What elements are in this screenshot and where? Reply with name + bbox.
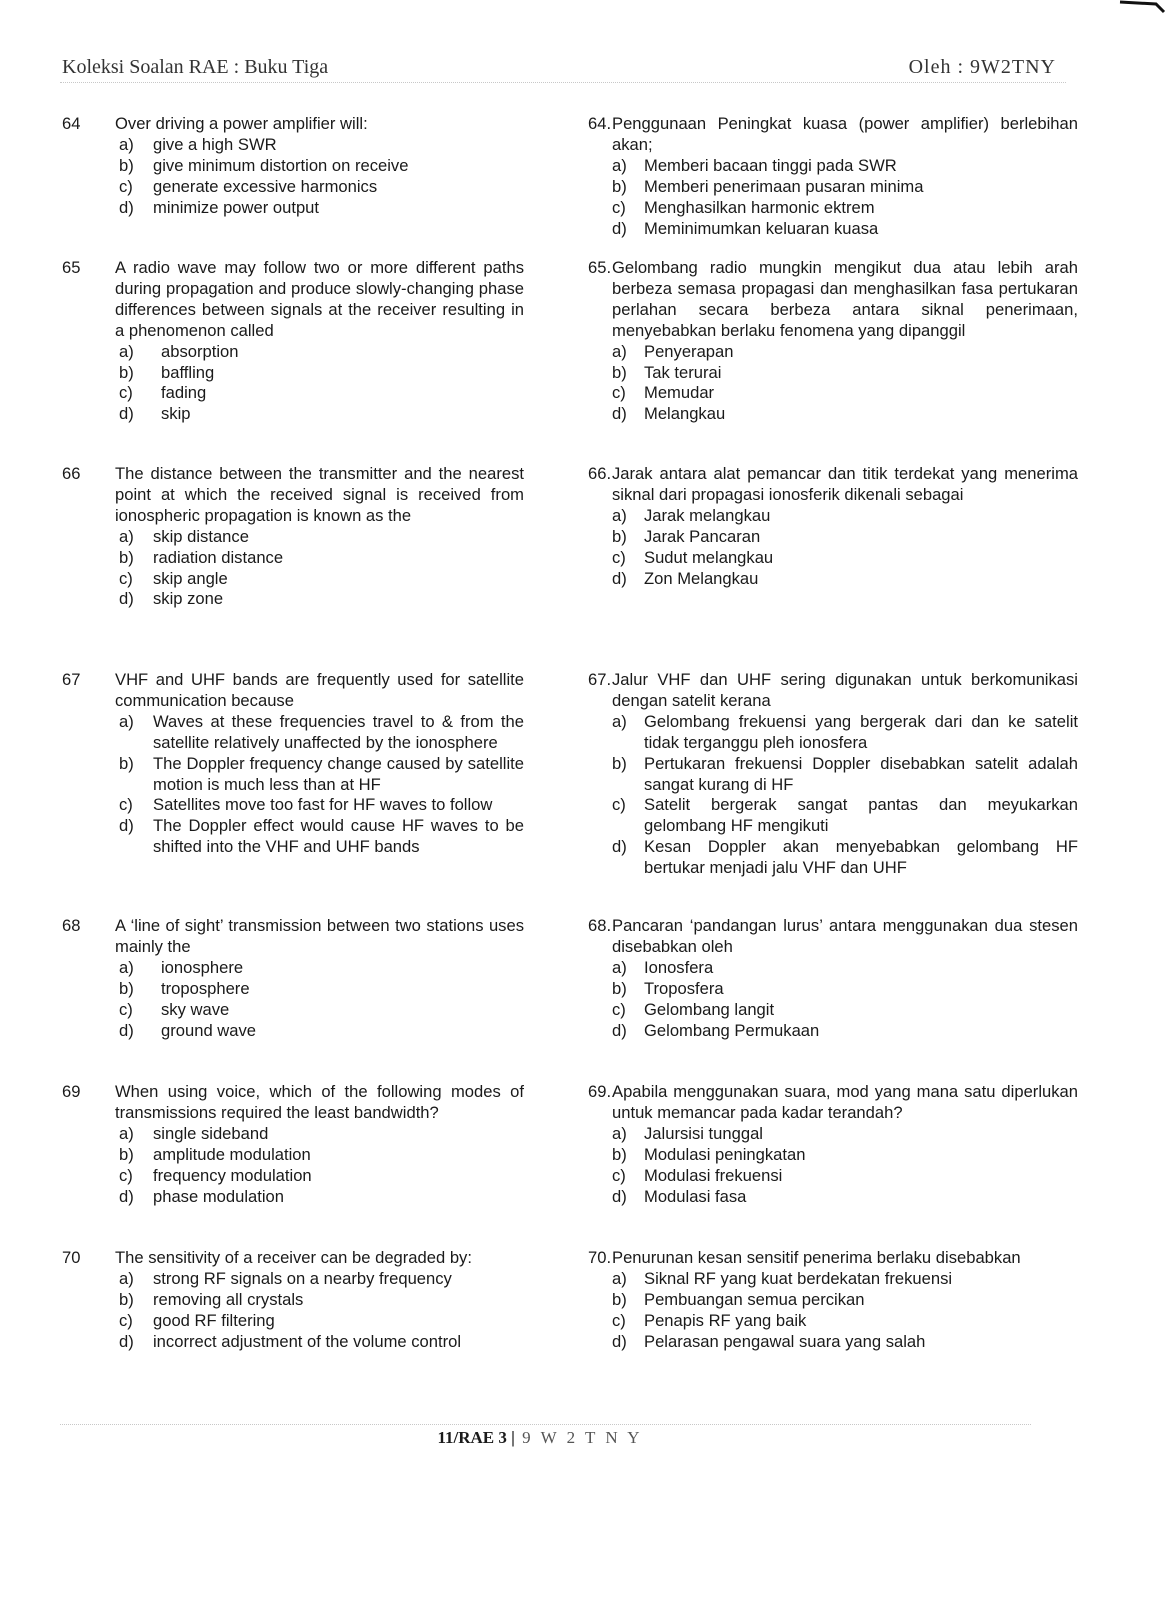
footer-callsign: 9 W 2 T N Y [514, 1428, 643, 1447]
option: b) Jarak Pancaran [612, 526, 761, 546]
option: c) Satelit bergerak sangat pantas dan meyukarkan gelombang HF mengikuti [612, 795, 1078, 836]
question-my [588, 464, 1078, 589]
option: c) good RF filtering [119, 1310, 275, 1330]
option: b) baffling [119, 362, 215, 382]
options-list [588, 1124, 1078, 1208]
option: b) Modulasi peningkatan [612, 1144, 806, 1164]
footer-divider [60, 1424, 1031, 1425]
option: c) Penapis RF yang baik [612, 1310, 807, 1330]
option: c) frequency modulation [119, 1165, 312, 1185]
option: c) fading [119, 383, 207, 403]
option: a) Gelombang frekuensi yang bergerak dari dan ke satelit tidak terganggu pleh ionosfera [612, 711, 1078, 752]
options-list [588, 156, 1078, 240]
question-stem: Penggunaan Peningkat kuasa (power amplifier) berlebihan akan; [612, 114, 1078, 154]
option: d) Gelombang Permukaan [612, 1020, 820, 1040]
question-stem: VHF and UHF bands are frequently used for satellite communication because [115, 670, 524, 710]
option: c) Modulasi frekuensi [612, 1165, 783, 1185]
question-number: 70 [62, 1248, 81, 1267]
option: a) give a high SWR [119, 134, 277, 154]
question-number: 68 [62, 916, 81, 935]
question-en [62, 1248, 524, 1353]
option: c) Sudut melangkau [612, 547, 774, 567]
option: c) Memudar [612, 383, 715, 403]
options-list [588, 712, 1078, 879]
question-stem: Over driving a power amplifier will: [115, 114, 368, 133]
option: b) radiation distance [119, 547, 284, 567]
option: a) single sideband [119, 1123, 269, 1143]
options-list [62, 1269, 524, 1353]
question-number: 67 [62, 670, 81, 689]
option: b) Memberi penerimaan pusaran minima [612, 176, 924, 196]
header-divider [60, 82, 1066, 83]
option: c) Satellites move too fast for HF waves to follow [119, 795, 493, 815]
option: b) Troposfera [612, 978, 724, 998]
question-my [588, 1248, 1078, 1353]
option: b) Pembuangan semua percikan [612, 1289, 865, 1309]
question-en [62, 114, 524, 219]
option: c) skip angle [119, 568, 228, 588]
option: b) amplitude modulation [119, 1144, 311, 1164]
scan-corner-mark [1116, 0, 1166, 14]
page-footer [0, 1428, 1080, 1448]
question-number: 70. [588, 1248, 612, 1267]
question-en [62, 464, 524, 610]
question-number: 65. [588, 258, 612, 277]
option: a) absorption [119, 341, 239, 361]
option: d) skip zone [119, 589, 224, 609]
option: d) ground wave [119, 1020, 257, 1040]
option: d) Modulasi fasa [612, 1186, 747, 1206]
options-list [62, 527, 524, 611]
options-list [62, 342, 524, 426]
option: d) Zon Melangkau [612, 568, 759, 588]
header-title: Koleksi Soalan RAE : Buku Tiga [62, 56, 329, 78]
question-stem: Pancaran ‘pandangan lurus’ antara menggunakan dua stesen disebabkan oleh [612, 916, 1078, 956]
options-list [588, 1269, 1078, 1353]
header-author: Oleh : 9W2TNY [908, 56, 1056, 78]
question-my [588, 1082, 1078, 1207]
question-my [588, 916, 1078, 1041]
question-stem: Jarak antara alat pemancar dan titik terdekat yang menerima siknal dari propagasi ionosferik dikenali sebagai [612, 464, 1078, 504]
options-list [588, 342, 1078, 426]
option: b) The Doppler frequency change caused by satellite motion is much less than at HF [119, 753, 524, 794]
page-number: 11/RAE 3 | [437, 1428, 515, 1447]
option: c) sky wave [119, 999, 230, 1019]
question-stem: A radio wave may follow two or more different paths during propagation and produce slowly-changing phase differences between signals at the receiver resulting in a phenomenon called [115, 258, 524, 340]
option: c) Gelombang langit [612, 999, 775, 1019]
option: d) skip [119, 404, 191, 424]
question-number: 67. [588, 670, 612, 689]
option: b) Pertukaran frekuensi Doppler disebabkan satelit adalah sangat kurang di HF [612, 753, 1078, 794]
question-en [62, 258, 524, 425]
question-number: 64 [62, 114, 81, 133]
question-my [588, 670, 1078, 879]
question-stem: Penurunan kesan sensitif penerima berlaku disebabkan [612, 1248, 1021, 1267]
options-list [588, 506, 1078, 590]
option: a) Penyerapan [612, 341, 734, 361]
option: d) incorrect adjustment of the volume control [119, 1331, 462, 1351]
question-stem: Gelombang radio mungkin mengikut dua atau lebih arah berbeza semasa propagasi dan menghasilkan fasa pertukaran perlahan secara berbeza antara siknal penerimaan, menyebabkan berlaku fenomena yang dipanggil [612, 258, 1078, 340]
question-en [62, 1082, 524, 1207]
question-number: 66. [588, 464, 612, 483]
option: a) Jarak melangkau [612, 505, 771, 525]
question-number: 64. [588, 114, 612, 133]
question-stem: When using voice, which of the following modes of transmissions required the least bandwidth? [115, 1082, 524, 1122]
question-number: 65 [62, 258, 81, 277]
question-stem: Jalur VHF dan UHF sering digunakan untuk berkomunikasi dengan satelit kerana [612, 670, 1078, 710]
option: b) Tak terurai [612, 362, 722, 382]
option: c) Menghasilkan harmonic ektrem [612, 197, 875, 217]
question-my [588, 258, 1078, 425]
question-en [62, 670, 524, 858]
option: a) Jalursisi tunggal [612, 1123, 763, 1143]
options-list [62, 712, 524, 858]
option: d) phase modulation [119, 1186, 284, 1206]
question-stem: A ‘line of sight’ transmission between two stations uses mainly the [115, 916, 524, 956]
option: a) skip distance [119, 526, 249, 546]
option: b) removing all crystals [119, 1289, 304, 1309]
option: d) minimize power output [119, 197, 320, 217]
option: a) strong RF signals on a nearby frequency [119, 1268, 452, 1288]
options-list [62, 1124, 524, 1208]
question-stem: The distance between the transmitter and the nearest point at which the received signal is received from ionospheric propagation is known as the [115, 464, 524, 525]
option: c) generate excessive harmonics [119, 176, 378, 196]
question-stem: Apabila menggunakan suara, mod yang mana satu diperlukan untuk memancar pada kadar terandah? [612, 1082, 1078, 1122]
option: a) Ionosfera [612, 957, 714, 977]
question-number: 69 [62, 1082, 81, 1101]
option: d) Melangkau [612, 404, 726, 424]
question-my [588, 114, 1078, 239]
question-number: 69. [588, 1082, 612, 1101]
option: d) Pelarasan pengawal suara yang salah [612, 1331, 926, 1351]
option: a) Waves at these frequencies travel to & from the satellite relatively unaffected by the ionosphere [119, 711, 524, 752]
options-list [588, 958, 1078, 1042]
option: a) ionosphere [119, 957, 244, 977]
question-stem: The sensitivity of a receiver can be degraded by: [115, 1248, 472, 1267]
option: b) give minimum distortion on receive [119, 155, 409, 175]
question-number: 66 [62, 464, 81, 483]
option: d) The Doppler effect would cause HF waves to be shifted into the VHF and UHF bands [119, 816, 524, 857]
option: b) troposphere [119, 978, 250, 998]
option: d) Kesan Doppler akan menyebabkan gelombang HF bertukar menjadi jalu VHF dan UHF [612, 837, 1078, 878]
option: d) Meminimumkan keluaran kuasa [612, 218, 879, 238]
option: a) Memberi bacaan tinggi pada SWR [612, 155, 897, 175]
question-number: 68. [588, 916, 612, 935]
options-list [62, 958, 524, 1042]
option: a) Siknal RF yang kuat berdekatan frekuensi [612, 1268, 953, 1288]
question-en [62, 916, 524, 1041]
options-list [62, 135, 524, 219]
